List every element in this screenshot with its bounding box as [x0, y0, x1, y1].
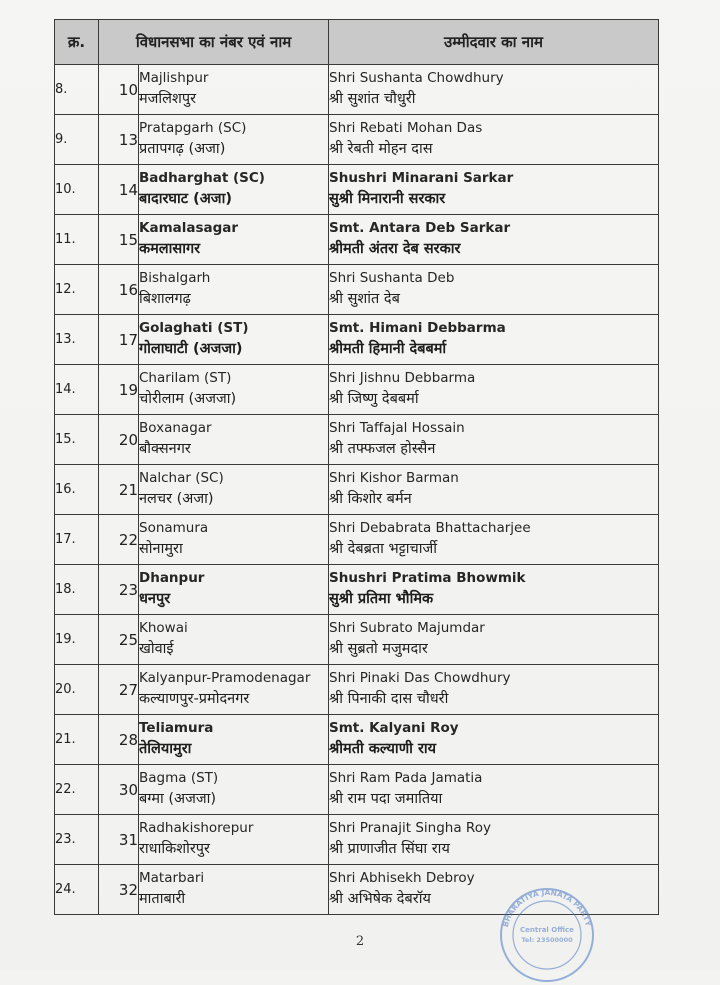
constituency-number-cell: 28: [99, 715, 139, 765]
constituency-name-english: Teliamura: [139, 719, 214, 736]
table-body: [55, 65, 659, 915]
candidate-name-english: Shushri Minarani Sarkar: [329, 169, 514, 186]
constituency-number-cell: 21: [99, 465, 139, 515]
constituency-name-hindi: माताबारी: [139, 890, 186, 907]
candidate-name-cell: [329, 265, 659, 315]
candidate-name-english: Shri Jishnu Debbarma: [329, 369, 476, 386]
constituency-name-cell: [139, 465, 329, 515]
table-row: [55, 265, 659, 315]
svg-text:Central Office: Central Office: [520, 926, 574, 934]
candidate-name-hindi: श्री रेबती मोहन दास: [329, 140, 433, 157]
candidate-name-english: Smt. Kalyani Roy: [329, 719, 459, 736]
page-number: 2: [355, 934, 365, 949]
candidate-name-english: Shri Sushanta Chowdhury: [329, 69, 504, 86]
constituency-name-english: Charilam (ST): [139, 369, 232, 386]
serial-cell: 20.: [55, 665, 99, 715]
constituency-name-hindi: गोलाघाटी (अजजा): [139, 340, 243, 357]
constituency-name-english: Pratapgarh (SC): [139, 119, 247, 136]
table-row: [55, 415, 659, 465]
candidate-name-english: Shri Kishor Barman: [329, 469, 459, 486]
header-candidate: उम्मीदवार का नाम: [329, 20, 659, 65]
constituency-name-english: Nalchar (SC): [139, 469, 224, 486]
constituency-name-hindi: राधाकिशोरपुर: [139, 840, 210, 857]
constituency-name-cell: [139, 865, 329, 915]
candidate-name-english: Smt. Antara Deb Sarkar: [329, 219, 511, 236]
constituency-name-cell: [139, 665, 329, 715]
constituency-name-cell: [139, 565, 329, 615]
candidate-name-cell: [329, 765, 659, 815]
constituency-number-cell: 14: [99, 165, 139, 215]
serial-cell: 10.: [55, 165, 99, 215]
serial-cell: 23.: [55, 815, 99, 865]
candidate-name-hindi: श्री प्राणाजीत सिंघा राय: [329, 840, 450, 857]
table-row: [55, 565, 659, 615]
serial-cell: 12.: [55, 265, 99, 315]
candidate-name-cell: [329, 315, 659, 365]
serial-cell: 14.: [55, 365, 99, 415]
candidate-name-english: Shri Ram Pada Jamatia: [329, 769, 483, 786]
candidate-name-hindi: श्रीमती कल्याणी राय: [329, 740, 437, 757]
serial-cell: 24.: [55, 865, 99, 915]
constituency-name-hindi: नलचर (अजा): [139, 490, 214, 507]
constituency-name-english: Sonamura: [139, 519, 209, 536]
serial-cell: 9.: [55, 115, 99, 165]
constituency-name-hindi: बौक्सनगर: [139, 440, 191, 457]
candidate-name-cell: [329, 615, 659, 665]
svg-text:Tel: 23500000: Tel: 23500000: [521, 936, 573, 944]
constituency-name-english: Radhakishorepur: [139, 819, 254, 836]
constituency-number-cell: 13: [99, 115, 139, 165]
constituency-name-hindi: तेलियामुरा: [139, 740, 192, 757]
table-row: [55, 665, 659, 715]
constituency-number-cell: 15: [99, 215, 139, 265]
constituency-name-hindi: धनपुर: [139, 590, 171, 607]
constituency-name-hindi: बिशालगढ़: [139, 290, 191, 307]
candidate-name-hindi: श्रीमती हिमानी देबबर्मा: [329, 340, 447, 357]
constituency-name-cell: [139, 65, 329, 115]
candidate-name-english: Shri Subrato Majumdar: [329, 619, 485, 636]
candidate-name-cell: [329, 115, 659, 165]
candidate-name-english: Shri Pinaki Das Chowdhury: [329, 669, 511, 686]
table-row: [55, 765, 659, 815]
table-row: [55, 115, 659, 165]
table-row: [55, 815, 659, 865]
candidate-name-hindi: श्री पिनाकी दास चौधरी: [329, 690, 449, 707]
candidate-name-cell: [329, 565, 659, 615]
serial-cell: 16.: [55, 465, 99, 515]
constituency-name-hindi: खोवाई: [139, 640, 174, 657]
constituency-name-hindi: सोनामुरा: [139, 540, 183, 557]
svg-text:BHARATIYA JANATA PARTY: BHARATIYA JANATA PARTY: [500, 887, 593, 929]
constituency-name-english: Khowai: [139, 619, 188, 636]
constituency-number-cell: 20: [99, 415, 139, 465]
candidate-name-hindi: श्री राम पदा जमातिया: [329, 790, 443, 807]
header-serial: क्र.: [55, 20, 99, 65]
constituency-number-cell: 10: [99, 65, 139, 115]
constituency-number-cell: 27: [99, 665, 139, 715]
constituency-name-cell: [139, 165, 329, 215]
constituency-name-cell: [139, 715, 329, 765]
candidate-name-english: Shri Abhisekh Debroy: [329, 869, 475, 886]
constituency-name-english: Golaghati (ST): [139, 319, 249, 336]
candidate-name-cell: [329, 715, 659, 765]
constituency-name-english: Boxanagar: [139, 419, 212, 436]
constituency-name-english: Majlishpur: [139, 69, 209, 86]
serial-cell: 17.: [55, 515, 99, 565]
table-row: [55, 165, 659, 215]
candidate-name-hindi: श्री सुशांत देब: [329, 290, 400, 307]
constituency-number-cell: 23: [99, 565, 139, 615]
candidate-name-hindi: श्री किशोर बर्मन: [329, 490, 412, 507]
header-assembly: विधानसभा का नंबर एवं नाम: [99, 20, 329, 65]
candidate-name-english: Shri Sushanta Deb: [329, 269, 455, 286]
candidate-name-english: Shri Taffajal Hossain: [329, 419, 465, 436]
candidate-name-cell: [329, 65, 659, 115]
candidate-name-hindi: श्री जिष्णु देबबर्मा: [329, 390, 419, 407]
constituency-number-cell: 31: [99, 815, 139, 865]
candidate-name-english: Shri Rebati Mohan Das: [329, 119, 483, 136]
serial-cell: 8.: [55, 65, 99, 115]
candidate-name-cell: [329, 165, 659, 215]
table-row: [55, 365, 659, 415]
candidate-name-cell: [329, 465, 659, 515]
candidate-name-cell: [329, 365, 659, 415]
candidate-name-hindi: श्री तफ्फजल होस्सैन: [329, 440, 436, 457]
constituency-name-english: Dhanpur: [139, 569, 205, 586]
candidate-name-hindi: श्री देबब्रता भट्टाचार्जी: [329, 540, 438, 557]
constituency-name-english: Matarbari: [139, 869, 205, 886]
constituency-name-cell: [139, 815, 329, 865]
candidate-name-cell: [329, 515, 659, 565]
candidate-name-cell: [329, 215, 659, 265]
constituency-name-english: Bishalgarh: [139, 269, 211, 286]
candidate-name-hindi: श्री सुब्रतो मजुमदार: [329, 640, 428, 657]
serial-cell: 13.: [55, 315, 99, 365]
serial-cell: 22.: [55, 765, 99, 815]
constituency-number-cell: 22: [99, 515, 139, 565]
serial-cell: 18.: [55, 565, 99, 615]
table-row: [55, 515, 659, 565]
candidate-name-english: Shushri Pratima Bhowmik: [329, 569, 526, 586]
constituency-number-cell: 17: [99, 315, 139, 365]
candidate-name-english: Shri Pranajit Singha Roy: [329, 819, 491, 836]
constituency-number-cell: 16: [99, 265, 139, 315]
constituency-name-english: Kalyanpur-Pramodenagar: [139, 669, 311, 686]
candidate-name-cell: [329, 865, 659, 915]
candidate-name-cell: [329, 415, 659, 465]
serial-cell: 19.: [55, 615, 99, 665]
candidate-name-cell: [329, 815, 659, 865]
constituency-name-english: Bagma (ST): [139, 769, 219, 786]
constituency-number-cell: 25: [99, 615, 139, 665]
constituency-name-cell: [139, 765, 329, 815]
serial-cell: 11.: [55, 215, 99, 265]
serial-cell: 21.: [55, 715, 99, 765]
constituency-name-hindi: कल्याणपुर-प्रमोदनगर: [139, 690, 250, 707]
table-row: [55, 215, 659, 265]
table-row: [55, 465, 659, 515]
table-header-row: [55, 20, 659, 65]
constituency-number-cell: 30: [99, 765, 139, 815]
table-row: [55, 615, 659, 665]
candidate-name-hindi: श्री सुशांत चौधुरी: [329, 90, 416, 107]
candidate-name-english: Smt. Himani Debbarma: [329, 319, 506, 336]
candidate-name-hindi: श्रीमती अंतरा देब सरकार: [329, 240, 461, 257]
table-row: [55, 715, 659, 765]
constituency-name-cell: [139, 265, 329, 315]
candidate-name-cell: [329, 665, 659, 715]
constituency-name-hindi: बग्मा (अजजा): [139, 790, 217, 807]
constituency-name-cell: [139, 515, 329, 565]
candidate-name-hindi: सुश्री प्रतिमा भौमिक: [329, 590, 434, 607]
constituency-number-cell: 19: [99, 365, 139, 415]
constituency-name-cell: [139, 365, 329, 415]
constituency-name-hindi: मजलिशपुर: [139, 90, 197, 107]
table-row: [55, 315, 659, 365]
candidate-name-hindi: श्री अभिषेक देबरॉय: [329, 890, 431, 907]
constituency-name-english: Kamalasagar: [139, 219, 239, 236]
constituency-name-cell: [139, 315, 329, 365]
constituency-name-english: Badharghat (SC): [139, 169, 265, 186]
constituency-name-cell: [139, 215, 329, 265]
table-row: [55, 65, 659, 115]
party-seal-stamp: [497, 885, 597, 985]
candidate-name-hindi: सुश्री मिनारानी सरकार: [329, 190, 446, 207]
constituency-number-cell: 32: [99, 865, 139, 915]
constituency-name-hindi: बादारघाट (अजा): [139, 190, 232, 207]
constituency-name-hindi: कमलासागर: [139, 240, 201, 257]
constituency-name-hindi: प्रतापगढ़ (अजा): [139, 140, 226, 157]
constituency-name-hindi: चोरीलाम (अजजा): [139, 390, 237, 407]
constituency-name-cell: [139, 615, 329, 665]
candidate-table: [54, 19, 659, 915]
serial-cell: 15.: [55, 415, 99, 465]
constituency-name-cell: [139, 415, 329, 465]
candidate-name-english: Shri Debabrata Bhattacharjee: [329, 519, 531, 536]
constituency-name-cell: [139, 115, 329, 165]
